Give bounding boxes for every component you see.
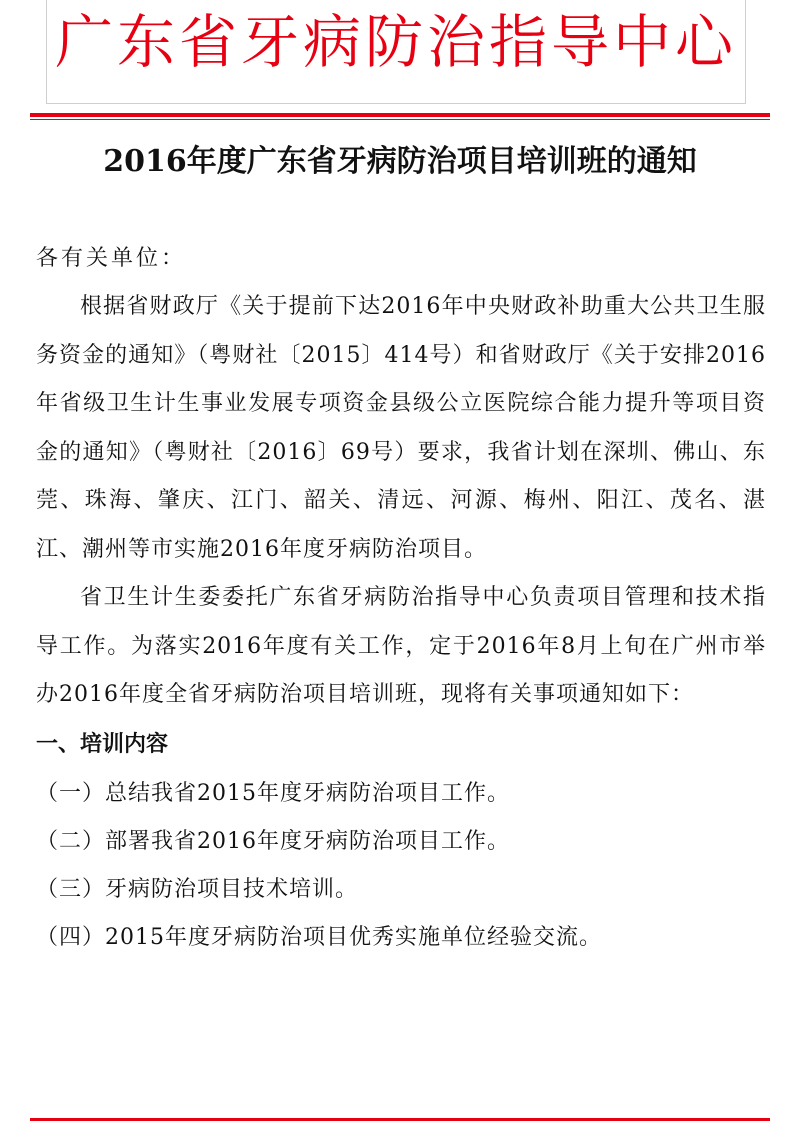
footer-rule — [30, 1118, 770, 1121]
list-item: （三）牙病防治项目技术培训。 — [36, 876, 359, 902]
salutation: 各有关单位： — [36, 246, 187, 271]
document-body — [36, 235, 766, 962]
letterhead-rule-thin — [30, 119, 770, 120]
list-item: （一）总结我省2015年度牙病防治项目工作。 — [36, 780, 510, 806]
letterhead-rule-thick — [30, 113, 770, 117]
section-heading-training-content: 一、培训内容 — [36, 731, 169, 757]
letterhead-org-name: 广东省牙病防治指导中心 — [54, 8, 737, 76]
list-item: （二）部署我省2016年度牙病防治项目工作。 — [36, 828, 510, 854]
paragraph-background: 根据省财政厅《关于提前下达2016年中央财政补助重大公共卫生服务资金的通知》（粤财社〔2015〕414号）和省财政厅《关于安排2016年省级卫生计生事业发展专项资金县级公立医院综合能力提升等项目资金的通知》（粤财社〔2016〕69号）要求，我省计划在深圳、佛山、东莞、珠海、肇庆、江门、韶关、清远、河源、梅州、阳江、茂名、湛江、潮州等市实施2016年度牙病防治项目。 — [36, 294, 766, 562]
paragraph-arrangement: 省卫生计生委委托广东省牙病防治指导中心负责项目管理和技术指导工作。为落实2016年度有关工作，定于2016年8月上旬在广州市举办2016年度全省牙病防治项目培训班，现将有关事项通知如下： — [36, 585, 766, 707]
letterhead — [46, 0, 746, 104]
document-title: 2016年度广东省牙病防治项目培训班的通知 — [103, 144, 697, 179]
list-item: （四）2015年度牙病防治项目优秀实施单位经验交流。 — [36, 924, 602, 950]
